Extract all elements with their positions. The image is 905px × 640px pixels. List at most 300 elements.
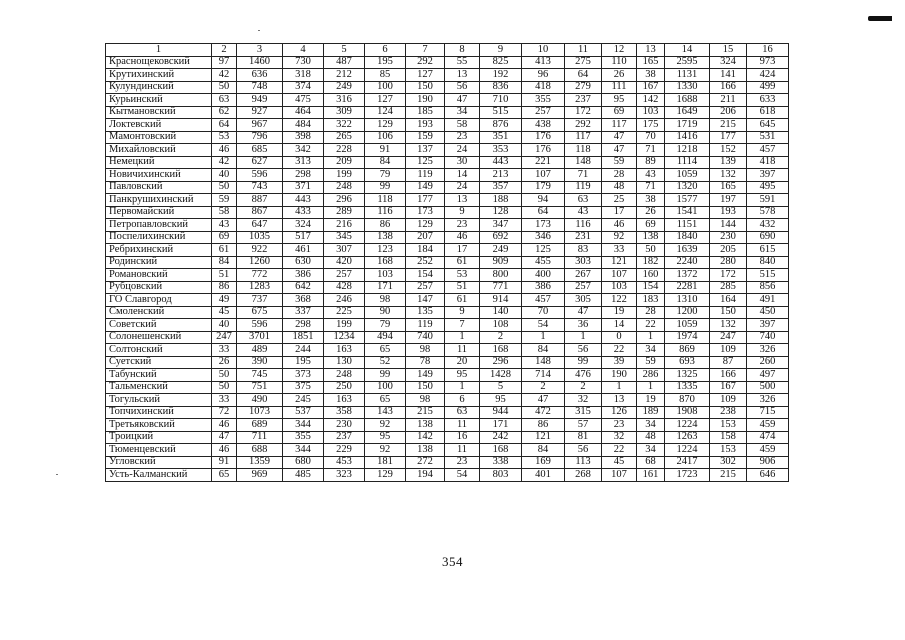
value-cell: 1541 — [665, 206, 710, 219]
value-cell: 887 — [237, 194, 283, 207]
value-cell: 357 — [480, 181, 522, 194]
column-header: 9 — [480, 44, 522, 57]
value-cell: 193 — [710, 206, 747, 219]
value-cell: 26 — [637, 206, 665, 219]
district-name-cell: Рубцовский — [106, 281, 212, 294]
value-cell: 50 — [637, 244, 665, 257]
table-row — [106, 169, 789, 182]
value-cell: 158 — [710, 431, 747, 444]
district-name-cell: Солтонский — [106, 344, 212, 357]
value-cell: 78 — [406, 356, 445, 369]
value-cell: 148 — [522, 356, 565, 369]
value-cell: 309 — [324, 106, 365, 119]
value-cell: 190 — [406, 94, 445, 107]
value-cell: 286 — [637, 369, 665, 382]
value-cell: 51 — [445, 281, 480, 294]
value-cell: 91 — [365, 144, 406, 157]
value-cell: 119 — [406, 319, 445, 332]
value-cell: 693 — [665, 356, 710, 369]
district-name-cell: Панкрушихинский — [106, 194, 212, 207]
value-cell: 153 — [710, 419, 747, 432]
value-cell: 825 — [480, 56, 522, 69]
value-cell: 167 — [637, 81, 665, 94]
value-cell: 118 — [365, 194, 406, 207]
value-cell: 50 — [212, 81, 237, 94]
table-row — [106, 131, 789, 144]
table-row — [106, 356, 789, 369]
value-cell: 166 — [710, 369, 747, 382]
stray-dot — [56, 474, 58, 475]
value-cell: 215 — [710, 469, 747, 482]
value-cell: 137 — [406, 144, 445, 157]
value-cell: 26 — [602, 69, 637, 82]
value-cell: 257 — [406, 281, 445, 294]
value-cell: 489 — [237, 344, 283, 357]
value-cell: 453 — [324, 456, 365, 469]
value-cell: 184 — [406, 244, 445, 257]
value-cell: 95 — [480, 394, 522, 407]
value-cell: 298 — [283, 169, 324, 182]
value-cell: 1460 — [237, 56, 283, 69]
table-row — [106, 206, 789, 219]
value-cell: 38 — [637, 194, 665, 207]
value-cell: 231 — [565, 231, 602, 244]
table-row — [106, 219, 789, 232]
value-cell: 591 — [747, 194, 789, 207]
value-cell: 358 — [324, 406, 365, 419]
table-row — [106, 194, 789, 207]
value-cell: 54 — [445, 469, 480, 482]
value-cell: 48 — [637, 431, 665, 444]
value-cell: 160 — [637, 269, 665, 282]
value-cell: 443 — [480, 156, 522, 169]
value-cell: 326 — [747, 394, 789, 407]
value-cell: 195 — [283, 356, 324, 369]
value-cell: 32 — [602, 431, 637, 444]
district-name-cell: Усть-Калманский — [106, 469, 212, 482]
value-cell: 1151 — [665, 219, 710, 232]
value-cell: 197 — [710, 194, 747, 207]
district-name-cell: Табунский — [106, 369, 212, 382]
value-cell: 216 — [324, 219, 365, 232]
value-cell: 2240 — [665, 256, 710, 269]
value-cell: 1114 — [665, 156, 710, 169]
value-cell: 1224 — [665, 419, 710, 432]
value-cell: 179 — [522, 181, 565, 194]
table-row — [106, 294, 789, 307]
value-cell: 386 — [283, 269, 324, 282]
value-cell: 16 — [445, 431, 480, 444]
district-name-cell: Поспелихинский — [106, 231, 212, 244]
value-cell: 40 — [212, 319, 237, 332]
value-cell: 247 — [212, 331, 237, 344]
value-cell: 149 — [406, 369, 445, 382]
column-header: 14 — [665, 44, 710, 57]
value-cell: 927 — [237, 106, 283, 119]
table-row — [106, 394, 789, 407]
value-cell: 1428 — [480, 369, 522, 382]
value-cell: 9 — [445, 206, 480, 219]
value-cell: 345 — [324, 231, 365, 244]
value-cell: 1 — [637, 381, 665, 394]
value-cell: 337 — [283, 306, 324, 319]
value-cell: 1 — [637, 331, 665, 344]
value-cell: 58 — [445, 119, 480, 132]
value-cell: 123 — [365, 244, 406, 257]
value-cell: 40 — [212, 169, 237, 182]
value-cell: 54 — [522, 319, 565, 332]
value-cell: 53 — [212, 131, 237, 144]
value-cell: 296 — [324, 194, 365, 207]
value-cell: 268 — [565, 469, 602, 482]
value-cell: 248 — [324, 369, 365, 382]
table-row — [106, 106, 789, 119]
value-cell: 116 — [365, 206, 406, 219]
value-cell: 461 — [283, 244, 324, 257]
value-cell: 292 — [406, 56, 445, 69]
value-cell: 65 — [365, 394, 406, 407]
value-cell: 129 — [406, 219, 445, 232]
value-cell: 398 — [283, 131, 324, 144]
value-cell: 64 — [565, 69, 602, 82]
value-cell: 371 — [283, 181, 324, 194]
value-cell: 228 — [324, 144, 365, 157]
value-cell: 177 — [406, 194, 445, 207]
value-cell: 484 — [283, 119, 324, 132]
value-cell: 2417 — [665, 456, 710, 469]
value-cell: 303 — [565, 256, 602, 269]
value-cell: 472 — [522, 406, 565, 419]
value-cell: 126 — [602, 406, 637, 419]
value-cell: 32 — [565, 394, 602, 407]
value-cell: 455 — [522, 256, 565, 269]
value-cell: 30 — [445, 156, 480, 169]
value-cell: 1 — [445, 331, 480, 344]
value-cell: 84 — [522, 444, 565, 457]
value-cell: 33 — [212, 394, 237, 407]
value-cell: 215 — [710, 119, 747, 132]
value-cell: 47 — [212, 431, 237, 444]
value-cell: 65 — [365, 344, 406, 357]
district-name-cell: Петропавловский — [106, 219, 212, 232]
column-header: 5 — [324, 44, 365, 57]
value-cell: 1 — [565, 331, 602, 344]
value-cell: 125 — [522, 244, 565, 257]
value-cell: 856 — [747, 281, 789, 294]
value-cell: 138 — [365, 231, 406, 244]
value-cell: 148 — [565, 156, 602, 169]
value-cell: 192 — [480, 69, 522, 82]
value-cell: 238 — [710, 406, 747, 419]
value-cell: 386 — [522, 281, 565, 294]
value-cell: 119 — [406, 169, 445, 182]
value-cell: 194 — [406, 469, 445, 482]
value-cell: 34 — [445, 106, 480, 119]
value-cell: 132 — [710, 319, 747, 332]
district-name-cell: Тюменцевский — [106, 444, 212, 457]
value-cell: 150 — [406, 381, 445, 394]
value-cell: 803 — [480, 469, 522, 482]
value-cell: 46 — [445, 231, 480, 244]
value-cell: 168 — [480, 344, 522, 357]
value-cell: 98 — [365, 294, 406, 307]
table-row — [106, 469, 789, 482]
district-name-cell: Краснощековский — [106, 56, 212, 69]
table-row — [106, 94, 789, 107]
value-cell: 636 — [237, 69, 283, 82]
value-cell: 176 — [522, 144, 565, 157]
value-cell: 740 — [406, 331, 445, 344]
value-cell: 1330 — [665, 81, 710, 94]
value-cell: 111 — [602, 81, 637, 94]
value-cell: 1840 — [665, 231, 710, 244]
table-row — [106, 244, 789, 257]
table-row — [106, 231, 789, 244]
value-cell: 1310 — [665, 294, 710, 307]
value-cell: 149 — [406, 181, 445, 194]
value-cell: 1649 — [665, 106, 710, 119]
value-cell: 71 — [565, 169, 602, 182]
value-cell: 107 — [602, 269, 637, 282]
value-cell: 150 — [710, 306, 747, 319]
value-cell: 116 — [565, 219, 602, 232]
value-cell: 33 — [602, 244, 637, 257]
value-cell: 161 — [637, 469, 665, 482]
value-cell: 106 — [365, 131, 406, 144]
district-name-cell: Солонешенский — [106, 331, 212, 344]
value-cell: 280 — [710, 256, 747, 269]
value-cell: 166 — [710, 81, 747, 94]
value-cell: 260 — [747, 356, 789, 369]
table-row — [106, 381, 789, 394]
value-cell: 96 — [522, 69, 565, 82]
value-cell: 324 — [283, 219, 324, 232]
district-name-cell: Немецкий — [106, 156, 212, 169]
value-cell: 475 — [283, 94, 324, 107]
value-cell: 48 — [602, 181, 637, 194]
value-cell: 43 — [637, 169, 665, 182]
value-cell: 56 — [565, 344, 602, 357]
value-cell: 645 — [747, 119, 789, 132]
value-cell: 94 — [522, 194, 565, 207]
value-cell: 165 — [637, 56, 665, 69]
value-cell: 1372 — [665, 269, 710, 282]
value-cell: 62 — [212, 106, 237, 119]
value-cell: 247 — [710, 331, 747, 344]
value-cell: 34 — [637, 344, 665, 357]
table-row — [106, 181, 789, 194]
value-cell: 79 — [365, 169, 406, 182]
value-cell: 23 — [445, 456, 480, 469]
value-cell: 715 — [747, 406, 789, 419]
value-cell: 876 — [480, 119, 522, 132]
value-cell: 188 — [480, 194, 522, 207]
value-cell: 159 — [406, 131, 445, 144]
value-cell: 245 — [283, 394, 324, 407]
value-cell: 150 — [406, 81, 445, 94]
value-cell: 19 — [602, 306, 637, 319]
value-cell: 154 — [406, 269, 445, 282]
value-cell: 1320 — [665, 181, 710, 194]
value-cell: 69 — [637, 219, 665, 232]
value-cell: 459 — [747, 444, 789, 457]
district-name-cell: Угловский — [106, 456, 212, 469]
value-cell: 307 — [324, 244, 365, 257]
value-cell: 627 — [237, 156, 283, 169]
value-cell: 688 — [237, 444, 283, 457]
value-cell: 400 — [522, 269, 565, 282]
value-cell: 86 — [212, 281, 237, 294]
value-cell: 84 — [522, 344, 565, 357]
value-cell: 1359 — [237, 456, 283, 469]
column-header: 10 — [522, 44, 565, 57]
value-cell: 272 — [406, 456, 445, 469]
value-cell: 323 — [324, 469, 365, 482]
value-cell: 176 — [522, 131, 565, 144]
value-cell: 596 — [237, 319, 283, 332]
value-cell: 185 — [406, 106, 445, 119]
value-cell: 630 — [283, 256, 324, 269]
value-cell: 107 — [602, 469, 637, 482]
value-cell: 95 — [365, 431, 406, 444]
value-cell: 34 — [637, 419, 665, 432]
value-cell: 142 — [637, 94, 665, 107]
value-cell: 967 — [237, 119, 283, 132]
value-cell: 163 — [324, 344, 365, 357]
value-cell: 58 — [212, 206, 237, 219]
value-cell: 47 — [445, 94, 480, 107]
value-cell: 79 — [365, 319, 406, 332]
district-name-cell: Третьяковский — [106, 419, 212, 432]
value-cell: 70 — [637, 131, 665, 144]
value-cell: 531 — [747, 131, 789, 144]
value-cell: 450 — [747, 306, 789, 319]
value-cell: 433 — [283, 206, 324, 219]
value-cell: 751 — [237, 381, 283, 394]
value-cell: 172 — [710, 269, 747, 282]
value-cell: 743 — [237, 181, 283, 194]
value-cell: 1719 — [665, 119, 710, 132]
value-cell: 316 — [324, 94, 365, 107]
table-row — [106, 344, 789, 357]
value-cell: 61 — [212, 244, 237, 257]
value-cell: 199 — [324, 319, 365, 332]
value-cell: 110 — [602, 56, 637, 69]
value-cell: 169 — [522, 456, 565, 469]
value-cell: 242 — [480, 431, 522, 444]
column-header: 3 — [237, 44, 283, 57]
value-cell: 175 — [637, 119, 665, 132]
value-cell: 69 — [602, 106, 637, 119]
value-cell: 45 — [212, 306, 237, 319]
value-cell: 517 — [283, 231, 324, 244]
value-cell: 870 — [665, 394, 710, 407]
value-cell: 190 — [602, 369, 637, 382]
value-cell: 642 — [283, 281, 324, 294]
value-cell: 246 — [324, 294, 365, 307]
value-cell: 91 — [212, 456, 237, 469]
value-cell: 129 — [365, 469, 406, 482]
value-cell: 61 — [445, 256, 480, 269]
value-cell: 633 — [747, 94, 789, 107]
value-cell: 689 — [237, 419, 283, 432]
value-cell: 230 — [710, 231, 747, 244]
value-cell: 2595 — [665, 56, 710, 69]
value-cell: 14 — [602, 319, 637, 332]
value-cell: 56 — [445, 81, 480, 94]
value-cell: 267 — [565, 269, 602, 282]
value-cell: 95 — [602, 94, 637, 107]
value-cell: 129 — [365, 119, 406, 132]
value-cell: 499 — [747, 81, 789, 94]
table-row — [106, 456, 789, 469]
value-cell: 906 — [747, 456, 789, 469]
value-cell: 171 — [365, 281, 406, 294]
value-cell: 152 — [710, 144, 747, 157]
column-header: 12 — [602, 44, 637, 57]
value-cell: 464 — [283, 106, 324, 119]
value-cell: 130 — [324, 356, 365, 369]
value-cell: 92 — [365, 444, 406, 457]
district-name-cell: Советский — [106, 319, 212, 332]
table-body — [106, 56, 789, 481]
corner-mark — [868, 16, 892, 21]
value-cell: 207 — [406, 231, 445, 244]
value-cell: 237 — [324, 431, 365, 444]
value-cell: 618 — [747, 106, 789, 119]
value-cell: 344 — [283, 419, 324, 432]
value-cell: 745 — [237, 369, 283, 382]
value-cell: 230 — [324, 419, 365, 432]
value-cell: 92 — [365, 419, 406, 432]
value-cell: 70 — [522, 306, 565, 319]
value-cell: 46 — [212, 144, 237, 157]
table-row — [106, 269, 789, 282]
value-cell: 537 — [283, 406, 324, 419]
value-cell: 298 — [283, 319, 324, 332]
value-cell: 1131 — [665, 69, 710, 82]
value-cell: 121 — [522, 431, 565, 444]
value-cell: 257 — [522, 106, 565, 119]
value-cell: 296 — [480, 356, 522, 369]
value-cell: 17 — [602, 206, 637, 219]
value-cell: 6 — [445, 394, 480, 407]
value-cell: 24 — [445, 181, 480, 194]
value-cell: 53 — [445, 269, 480, 282]
value-cell: 65 — [212, 469, 237, 482]
value-cell: 1200 — [665, 306, 710, 319]
value-cell: 292 — [565, 119, 602, 132]
value-cell: 949 — [237, 94, 283, 107]
value-cell: 351 — [480, 131, 522, 144]
table-row — [106, 431, 789, 444]
column-header: 13 — [637, 44, 665, 57]
value-cell: 23 — [602, 419, 637, 432]
value-cell: 86 — [522, 419, 565, 432]
value-cell: 432 — [747, 219, 789, 232]
value-cell: 22 — [602, 444, 637, 457]
value-cell: 64 — [522, 206, 565, 219]
table-row — [106, 69, 789, 82]
district-name-cell: Тогульский — [106, 394, 212, 407]
value-cell: 168 — [480, 444, 522, 457]
value-cell: 28 — [637, 306, 665, 319]
value-cell: 1 — [602, 381, 637, 394]
district-name-cell: Курьинский — [106, 94, 212, 107]
value-cell: 313 — [283, 156, 324, 169]
value-cell: 13 — [445, 194, 480, 207]
value-cell: 922 — [237, 244, 283, 257]
